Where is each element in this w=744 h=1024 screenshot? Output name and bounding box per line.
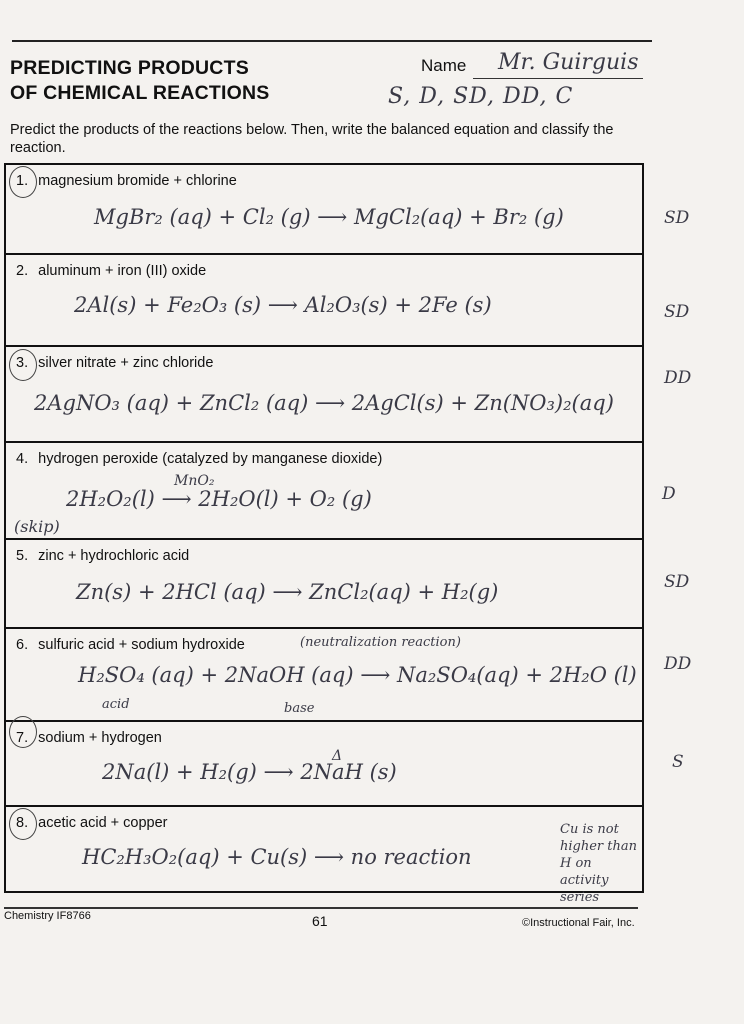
circle-mark [9,808,37,840]
reaction-prompt [16,451,382,467]
reaction-text: sulfuric acid + sodium hydroxide [38,637,245,653]
reaction-row-1 [6,165,642,255]
reaction-prompt [16,355,213,371]
instructions: Predict the products of the reactions below. Then, write the balanced equation and classify the reaction. [10,122,614,156]
reaction-number: 1. [16,173,29,189]
reaction-row-6 [6,629,642,722]
footer-divider [4,907,638,909]
reaction-prompt [16,263,206,279]
reaction-equation: 2H₂O₂(l) ⟶ 2H₂O(l) + O₂ (g) [66,487,372,511]
reaction-prompt [16,173,237,189]
reaction-type-7: S [672,752,684,772]
reaction-number: 6. [16,637,29,653]
name-underline [473,78,643,79]
reactions-table [4,163,644,905]
neutralization-note: (neutralization reaction) [300,635,461,650]
reaction-text: magnesium bromide + chlorine [38,173,237,189]
footer-book-code: Chemistry IF8766 [4,910,91,922]
reaction-row-5 [6,540,642,629]
reaction-prompt [16,548,189,564]
reaction-type-2: SD [664,302,690,322]
reaction-text: zinc + hydrochloric acid [38,548,190,564]
reaction-equation: 2Na(l) + H₂(g) ⟶ 2NaH (s) [102,760,397,784]
title-line-2: OF CHEMICAL REACTIONS [10,82,270,104]
reaction-text: aluminum + iron (III) oxide [38,263,207,279]
top-divider [12,40,652,42]
reaction-number: 7. [16,730,29,746]
page-title [10,56,340,106]
reaction-row-2 [6,255,642,347]
reaction-type-1: SD [664,208,690,228]
acid-label: acid [102,697,130,712]
skip-note: (skip) [14,517,60,536]
title-line-1: PREDICTING PRODUCTS [10,57,249,79]
no-reaction-explanation: Cu is not higher than H on activity series [560,822,637,905]
name-value: Mr. Guirguis [498,50,639,75]
reaction-types-note: S, D, SD, DD, C [388,84,574,109]
heat-symbol: Δ [332,748,343,764]
footer-page-number: 61 [312,913,328,929]
catalyst-label: MnO₂ [174,473,215,489]
reaction-row-3 [6,347,642,443]
reaction-text: acetic acid + copper [38,815,168,831]
reaction-equation: 2AgNO₃ (aq) + ZnCl₂ (aq) ⟶ 2AgCl(s) + Zn(NO₃)₂(aq) [34,391,614,415]
reaction-row-8 [6,807,642,905]
reaction-type-3: DD [664,368,692,388]
name-label: Name [421,56,467,75]
reaction-prompt [16,730,162,746]
reaction-type-5: SD [664,572,690,592]
reaction-text: silver nitrate + zinc chloride [38,355,214,371]
reaction-number: 3. [16,355,29,371]
reaction-equation: HC₂H₃O₂(aq) + Cu(s) ⟶ no reaction [82,845,472,869]
reaction-number: 4. [16,451,29,467]
reaction-equation: Zn(s) + 2HCl (aq) ⟶ ZnCl₂(aq) + H₂(g) [76,580,499,604]
reaction-equation: MgBr₂ (aq) + Cl₂ (g) ⟶ MgCl₂(aq) + Br₂ (g) [94,205,564,229]
reaction-prompt [16,637,245,653]
reaction-text: hydrogen peroxide (catalyzed by manganese dioxide) [38,451,383,467]
circle-mark [9,166,37,198]
reaction-row-7 [6,722,642,807]
reaction-type-6: DD [664,654,692,674]
reaction-text: sodium + hydrogen [38,730,162,746]
reaction-type-4: D [662,484,676,504]
circle-mark [9,716,37,748]
reaction-equation: H₂SO₄ (aq) + 2NaOH (aq) ⟶ Na₂SO₄(aq) + 2H₂O (l) [78,663,637,687]
footer-copyright: ©Instructional Fair, Inc. [522,917,635,929]
base-label: base [284,701,315,716]
reaction-equation: 2Al(s) + Fe₂O₃ (s) ⟶ Al₂O₃(s) + 2Fe (s) [74,293,492,317]
reaction-row-4 [6,443,642,540]
reaction-number: 2. [16,263,29,279]
reaction-number: 5. [16,548,29,564]
reaction-number: 8. [16,815,29,831]
reaction-prompt [16,815,168,831]
circle-mark [9,349,37,381]
